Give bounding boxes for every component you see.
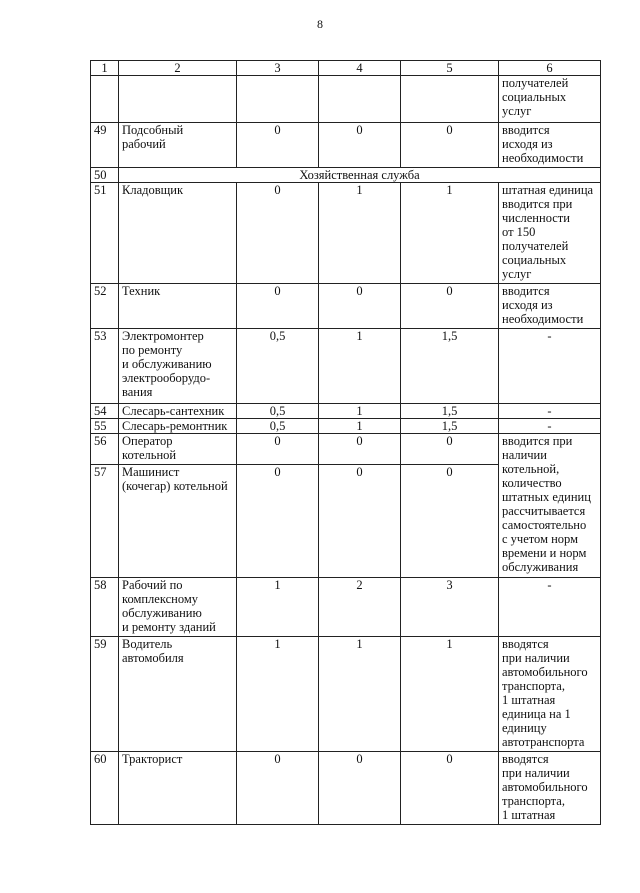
value-col-4: 0 [319,284,401,329]
row-number: 58 [91,578,119,637]
value-col-4: 1 [319,329,401,404]
row-number: 60 [91,752,119,825]
position-name: Водитель автомобиля [119,637,237,752]
note: вводятся при наличии автомобильного транспорта, 1 штатная [499,752,601,825]
column-header-6: 6 [499,61,601,76]
row-number: 49 [91,123,119,168]
column-header-2: 2 [119,61,237,76]
table-row [91,752,601,825]
value-col-4: 1 [319,404,401,419]
value-col-3: 0 [237,752,319,825]
position-name: Тракторист [119,752,237,825]
table-row [91,183,601,284]
row-number: 50 [91,168,119,183]
value-col-3: 0 [237,434,319,465]
column-header-3: 3 [237,61,319,76]
shared-note-boiler: вводится при наличии котельной, количество штатных единиц рассчитывается самостоятельно с учетом норм времени и норм обслуживания [499,434,601,578]
position-name: Подсобный рабочий [119,123,237,168]
value-col-4: 1 [319,637,401,752]
value-col-4: 1 [319,419,401,434]
value-col-3: 0,5 [237,419,319,434]
position-name: Техник [119,284,237,329]
value-col-3: 1 [237,637,319,752]
row-number: 57 [91,465,119,578]
row-number: 53 [91,329,119,404]
header-row [91,61,601,76]
table-row [91,434,601,465]
value-col-4: 0 [319,465,401,578]
value-col-3: 0 [237,284,319,329]
note: - [499,404,601,419]
value-col-5: 1 [401,637,499,752]
staffing-table [90,60,601,825]
column-header-4: 4 [319,61,401,76]
row-number: 56 [91,434,119,465]
value-col-5: 0 [401,465,499,578]
row-number: 55 [91,419,119,434]
position-name: Слесарь-ремонтник [119,419,237,434]
table-row [91,284,601,329]
table-row [91,329,601,404]
value-col-5: 1,5 [401,419,499,434]
note: - [499,419,601,434]
value-col-5: 1,5 [401,329,499,404]
position-name: Машинист (кочегар) котельной [119,465,237,578]
value-col-4: 0 [319,123,401,168]
position-name: Слесарь-сантехник [119,404,237,419]
note: - [499,329,601,404]
value-col-5: 3 [401,578,499,637]
row-number: 54 [91,404,119,419]
table-row [91,637,601,752]
table-row [91,419,601,434]
value-col-4: 1 [319,183,401,284]
note: вводится исходя из необходимости [499,284,601,329]
value-col-3: 0 [237,123,319,168]
value-col-3: 0,5 [237,404,319,419]
table-row [91,76,601,123]
value-col-3: 0 [237,183,319,284]
table-row [91,404,601,419]
note: вводится исходя из необходимости [499,123,601,168]
page-number: 8 [317,17,323,31]
section-title: Хозяйственная служба [119,168,601,183]
note: штатная единица вводится при численности от 150 получателей социальных услуг [499,183,601,284]
column-header-5: 5 [401,61,499,76]
column-header-1: 1 [91,61,119,76]
table-row [91,123,601,168]
position-name: Оператор котельной [119,434,237,465]
value-col-5: 0 [401,123,499,168]
note: - [499,578,601,637]
value-col-3: 0,5 [237,329,319,404]
value-col-5: 1 [401,183,499,284]
value-col-5: 1,5 [401,404,499,419]
position-name: Кладовщик [119,183,237,284]
table-row [91,578,601,637]
value-col-5: 0 [401,434,499,465]
note: вводятся при наличии автомобильного транспорта, 1 штатная единица на 1 единицу автотранспорта [499,637,601,752]
row-number: 52 [91,284,119,329]
value-col-3: 0 [237,465,319,578]
value-col-4: 0 [319,434,401,465]
value-col-4: 0 [319,752,401,825]
row-number: 59 [91,637,119,752]
value-col-5: 0 [401,284,499,329]
row-number: 51 [91,183,119,284]
position-name: Рабочий по комплексному обслуживанию и ремонту зданий [119,578,237,637]
section-row [91,168,601,183]
continuation-note: получателей социальных услуг [499,76,601,123]
value-col-3: 1 [237,578,319,637]
position-name: Электромонтер по ремонту и обслуживанию электрооборудо- вания [119,329,237,404]
value-col-5: 0 [401,752,499,825]
value-col-4: 2 [319,578,401,637]
